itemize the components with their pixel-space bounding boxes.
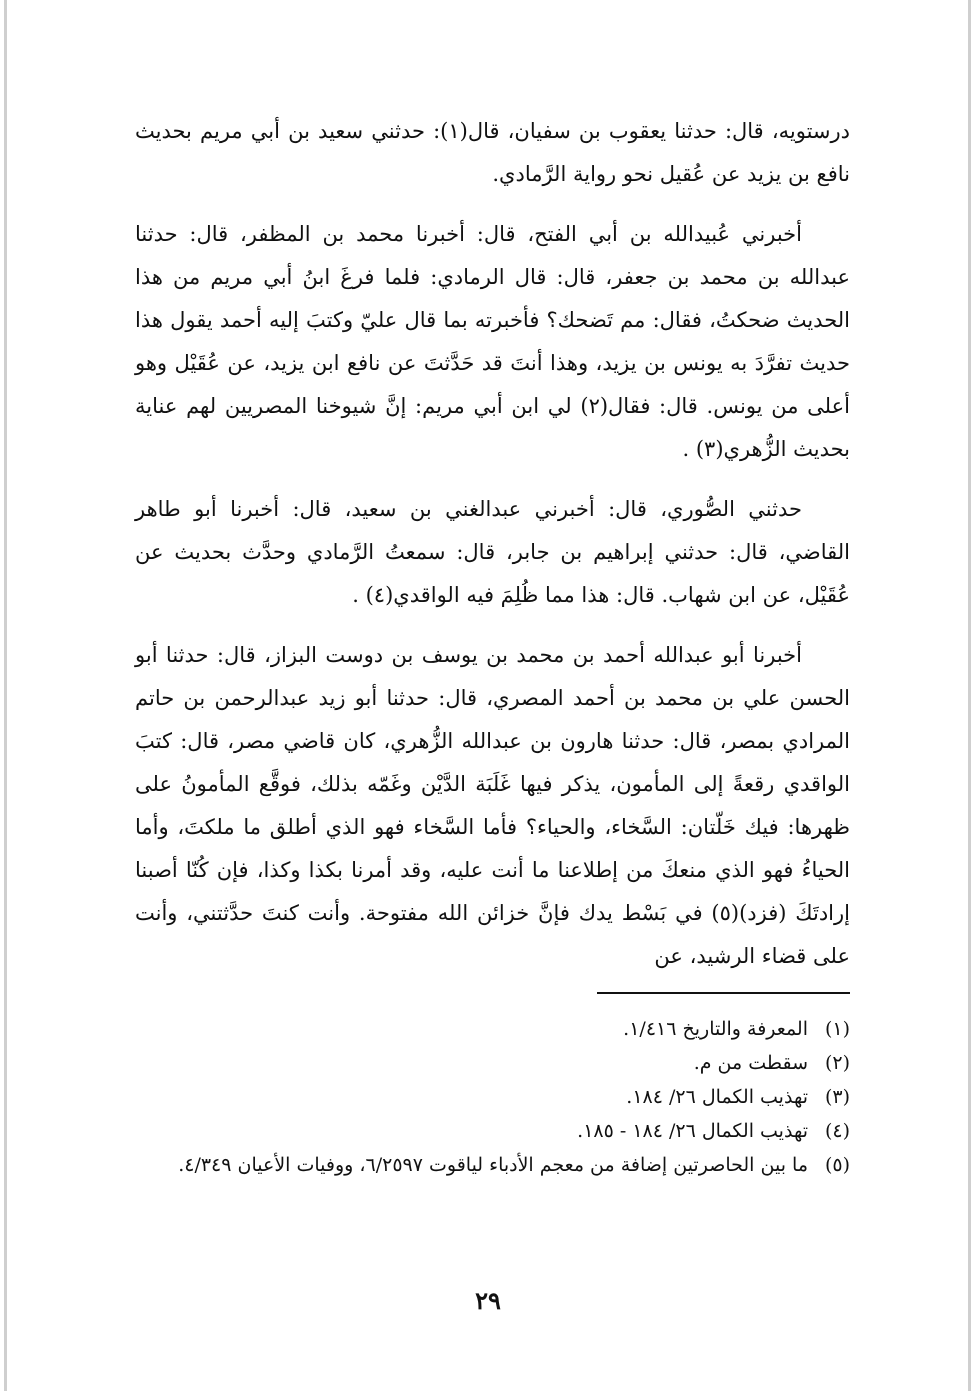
- footnote-1: [135, 1012, 850, 1046]
- footnotes-list: [135, 1012, 850, 1182]
- paragraph-2: أخبرني عُبيدالله بن أبي الفتح، قال: أخبرنا محمد بن المظفر، قال: حدثنا عبدالله بن محمد بن جعفر، قال: قال الرمادي: فلما فرغَ ابنُ أبي مريم من هذا الحديث ضحكتُ، فقال: مم تَضحك؟ فأخبرته بما قال عليّ وكتبَ إليه أحمد يقول هذا حديث تفرَّدَ به يونس بن يزيد، وهذا أنتَ قد حَدَّثتَ عن نافع ابن يزيد، عن عُقَيْل وهو أعلى من يونس. قال: فقال(٢) لي ابن أبي مريم: إنَّ شيوخنا المصريين لهم عناية بحديث الزُّهري(٣) .: [135, 222, 850, 461]
- left-edge-line: [4, 0, 7, 1391]
- footnote-number: (٢): [824, 1052, 850, 1074]
- footnote-2: [135, 1046, 850, 1080]
- main-text: [135, 110, 850, 995]
- footnote-number: (٤): [824, 1120, 850, 1142]
- footnote-number: (١): [824, 1018, 850, 1040]
- footnote-text: تهذيب الكمال ٢٦/ ١٨٤.: [626, 1086, 808, 1108]
- page-number: ٢٩: [475, 1286, 501, 1315]
- right-edge-line: [968, 0, 971, 1391]
- footnote-text: تهذيب الكمال ٢٦/ ١٨٤ - ١٨٥.: [577, 1120, 808, 1142]
- footnote-text: ما بين الحاصرتين إضافة من معجم الأدباء لياقوت ٦/٢٥٩٧، ووفيات الأعيان ٤/٣٤٩.: [178, 1154, 808, 1176]
- footnote-number: (٥): [824, 1154, 850, 1176]
- footnote-5: [135, 1148, 850, 1182]
- paragraph-4: أخبرنا أبو عبدالله أحمد بن محمد بن يوسف بن دوست البزاز، قال: حدثنا أبو الحسن علي بن محمد بن أحمد المصري، قال: حدثنا أبو زيد عبدالرحمن بن حاتم المرادي بمصر، قال: حدثنا هارون بن عبدالله الزُّهري، كان قاضي مصر، قال: كتبَ الواقدي رقعةً إلى المأمون، يذكر فيها غَلَبَة الدَّيْن وغَمّه بذلك، فوقَّع المأمونُ على ظهرها: فيك خَلّتان: السَّخاء، والحياء؟ فأما السَّخاء فهو الذي أطلق ما ملكتَ، وأما الحياءُ فهو الذي منعكَ من إطلاعنا ما أنت عليه، وقد أمرنا بكذا وكذا، فإن كُنّا أصبنا إرادتَكَ (فزد)(٥) في بَسْط يدك فإنَّ خزائن الله مفتوحة. وأنت كنتَ حدَّثتني، وأنت على قضاء الرشيد، عن: [135, 643, 850, 968]
- footnote-3: [135, 1080, 850, 1114]
- paragraph-3: حدثني الصُّوري، قال: أخبرني عبدالغني بن سعيد، قال: أخبرنا أبو طاهر القاضي، قال: حدثني إبراهيم بن جابر، قال: سمعتُ الرَّمادي وحدَّث بحديث عن عُقَيْل، عن ابن شهاب. قال: هذا مما ظُلِمَ فيه الواقدي(٤) .: [135, 497, 850, 607]
- footnote-text: المعرفة والتاريخ ١/٤١٦.: [623, 1018, 808, 1040]
- paragraph-1: درستويه، قال: حدثنا يعقوب بن سفيان، قال(١): حدثني سعيد بن أبي مريم بحديث نافع بن يزيد عن عُقيل نحو رواية الرَّمادي.: [135, 119, 850, 186]
- footnote-divider: [597, 992, 850, 994]
- footnote-number: (٣): [824, 1086, 850, 1108]
- footnote-text: سقطت من م.: [693, 1052, 808, 1074]
- footnote-4: [135, 1114, 850, 1148]
